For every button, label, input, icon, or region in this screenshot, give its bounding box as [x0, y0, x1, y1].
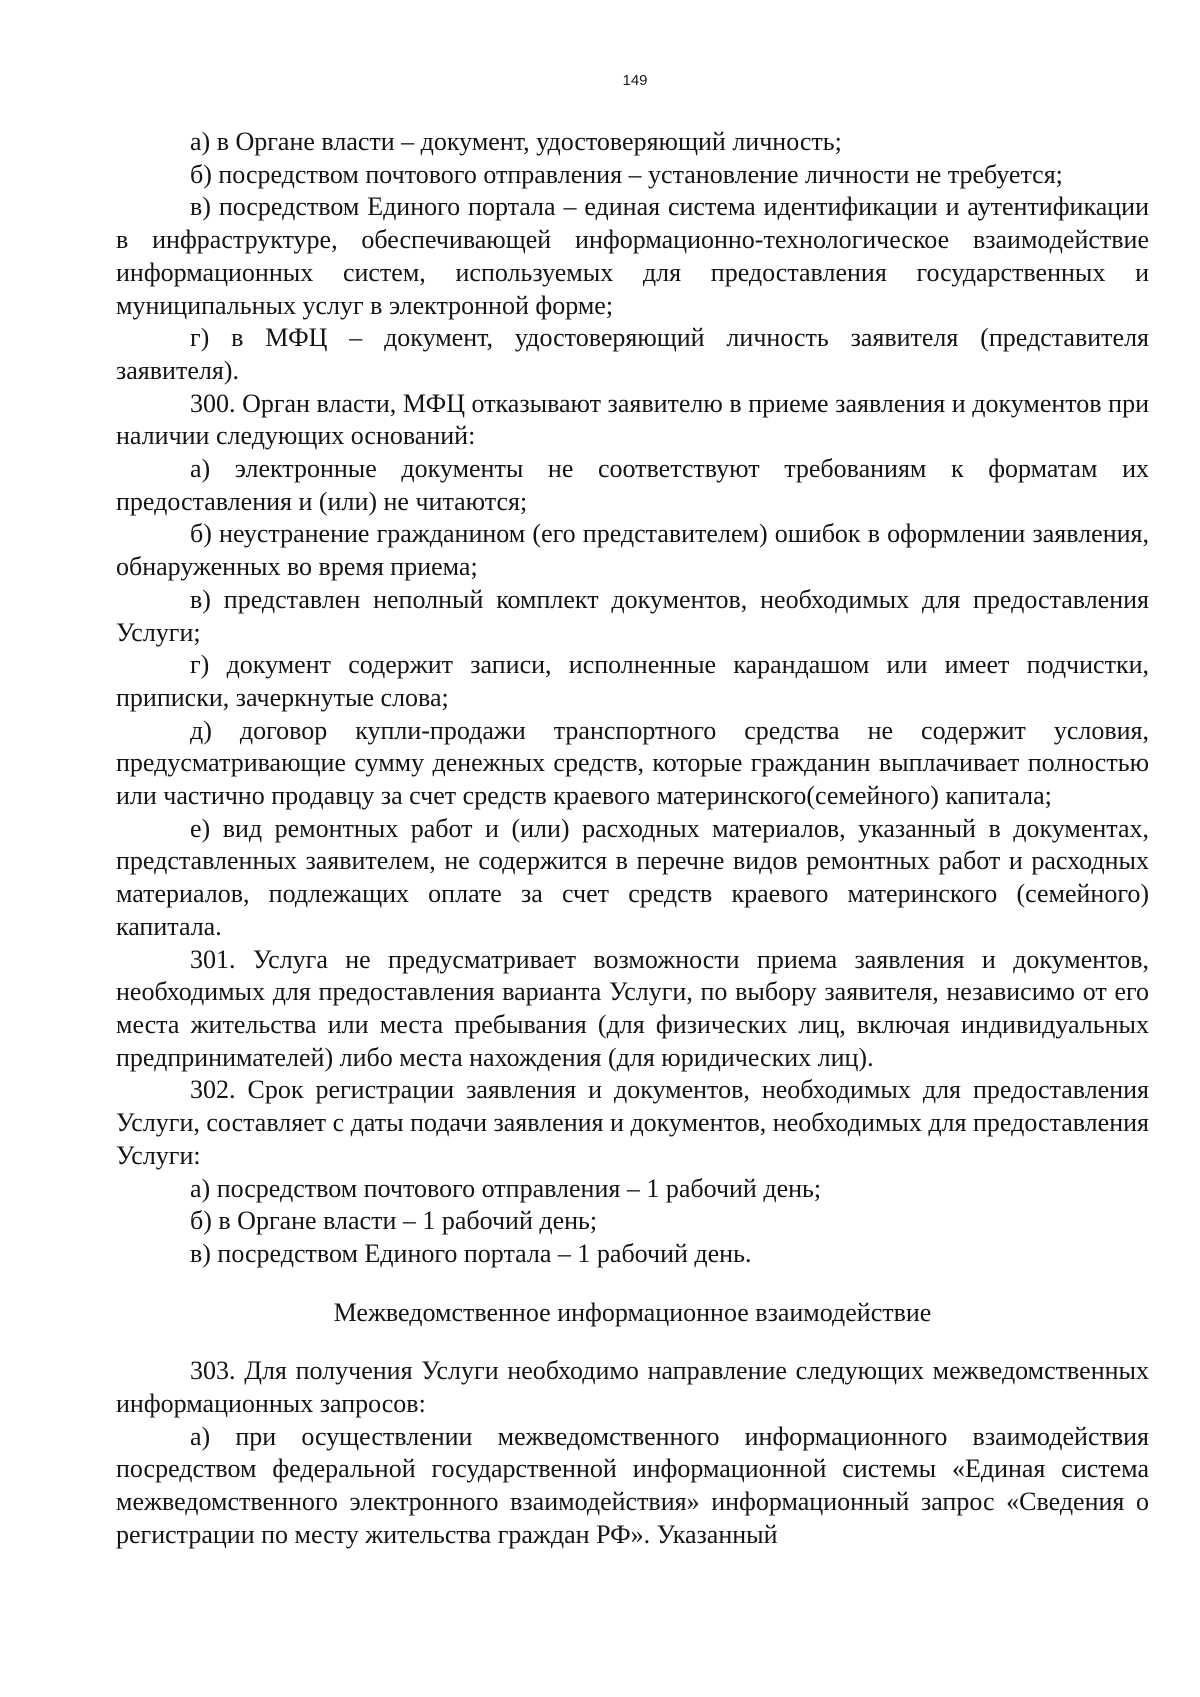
- paragraph: г) в МФЦ – документ, удостоверяющий личность заявителя (представителя заявителя).: [116, 323, 1149, 385]
- paragraph: 303. Для получения Услуги необходимо направление следующих межведомственных информационных запросов:: [116, 1356, 1149, 1419]
- paragraph: в) представлен неполный комплект документов, необходимых для предоставления Услуги;: [116, 584, 1149, 647]
- paragraph: а) в Органе власти – документ, удостоверяющий личность;: [190, 127, 842, 156]
- paragraph: в) посредством Единого портала – 1 рабочий день.: [190, 1238, 752, 1268]
- page-number: 149: [622, 72, 648, 89]
- document-body: [116, 126, 1149, 1552]
- paragraph: а) посредством почтового отправления – 1 рабочий день;: [190, 1173, 822, 1203]
- paragraph: а) электронные документы не соответствуют требованиям к форматам их предоставления и (или) не читаются;: [116, 454, 1149, 516]
- paragraph: 300. Орган власти, МФЦ отказывают заявителю в приеме заявления и документов при наличии следующих оснований:: [116, 388, 1149, 451]
- paragraph: д) договор купли-продажи транспортного средства не содержит условия, предусматривающие сумму денежных средств, которые гражданин выплачивает полностью или частично продавцу за счет средств краевого материнского(семейного) капитала;: [116, 715, 1149, 811]
- paragraph: е) вид ремонтных работ и (или) расходных материалов, указанный в документах, представленных заявителем, не содержится в перечне видов ремонтных работ и расходных материалов, подлежащих оплате за счет средств краевого материнского (семейного) капитала.: [116, 813, 1149, 941]
- section-heading: Межведомственное информационное взаимодействие: [333, 1297, 932, 1327]
- paragraph: б) неустранение гражданином (его представителем) ошибок в оформлении заявления, обнаруженных во время приема;: [116, 519, 1149, 582]
- paragraph: б) в Органе власти – 1 рабочий день;: [190, 1206, 598, 1236]
- paragraph: а) при осуществлении межведомственного информационного взаимодействия посредством федеральной государственной информационной системы «Единая система межведомственного электронного взаимодействия» информационный запрос «Сведения о регистрации по месту жительства граждан РФ». Указанный: [116, 1421, 1149, 1549]
- paragraph: б) посредством почтового отправления – установление личности не требуется;: [190, 159, 1063, 189]
- paragraph: 302. Срок регистрации заявления и документов, необходимых для предоставления Услуги, составляет с даты подачи заявления и документов, необходимых для предоставления Услуги:: [116, 1075, 1149, 1170]
- paragraph: 301. Услуга не предусматривает возможности приема заявления и документов, необходимых для предоставления варианта Услуги, по выбору заявителя, независимо от его места жительства или места пребывания (для физических лиц, включая индивидуальных предпринимателей) либо места нахождения (для юридических лиц).: [116, 944, 1149, 1072]
- paragraph: в) посредством Единого портала – единая система идентификации и аутентификации в инфраструктуре, обеспечивающей информационно-технологическое взаимодействие информационных систем, используемых для предоставления государственных и муниципальных услуг в электронной форме;: [116, 192, 1149, 320]
- paragraph: г) документ содержит записи, исполненные карандашом или имеет подчистки, приписки, зачеркнутые слова;: [116, 650, 1149, 712]
